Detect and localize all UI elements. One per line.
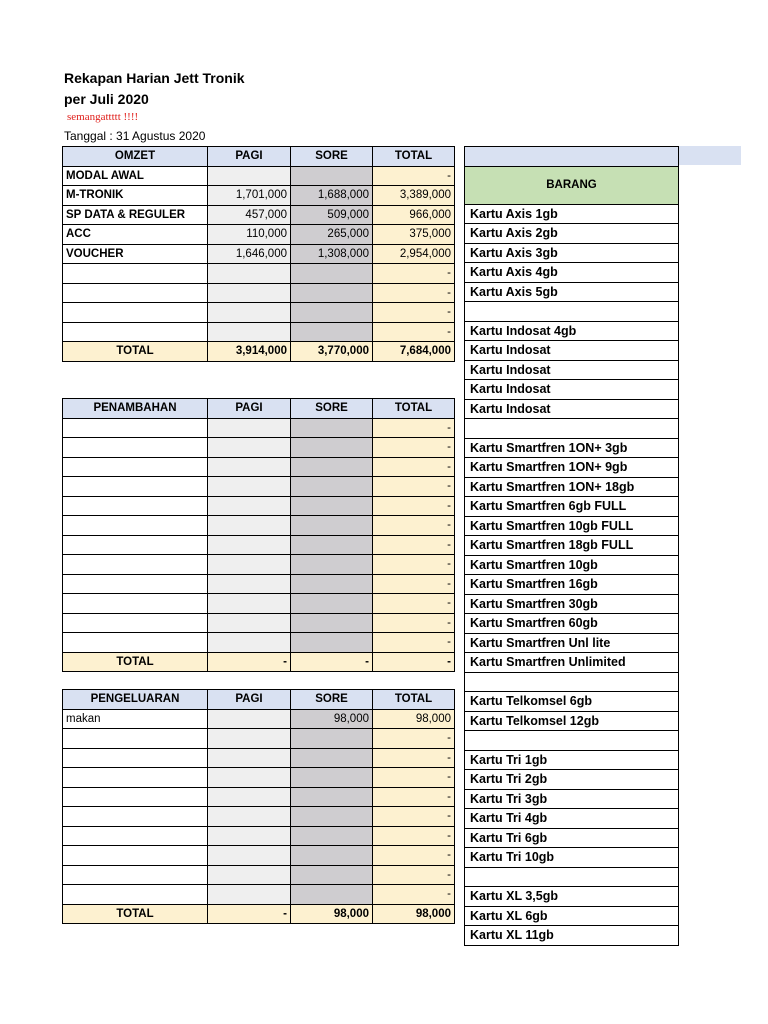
pengeluaran-label-cell[interactable] bbox=[63, 787, 208, 807]
list-item bbox=[465, 321, 679, 341]
pengeluaran-label-cell[interactable] bbox=[63, 729, 208, 749]
pengeluaran-total-cell[interactable]: - bbox=[373, 748, 455, 768]
pengeluaran-sore-cell[interactable]: 98,000 bbox=[291, 709, 373, 729]
pengeluaran-total-cell[interactable]: - bbox=[373, 768, 455, 788]
list-item bbox=[465, 419, 679, 439]
list-item bbox=[465, 867, 679, 887]
list-item bbox=[465, 711, 679, 731]
omzet-total-cell[interactable]: - bbox=[373, 303, 455, 323]
table-row bbox=[63, 555, 455, 575]
list-item bbox=[465, 282, 679, 302]
table-row bbox=[63, 477, 455, 497]
list-item bbox=[465, 848, 679, 868]
penambahan-label-cell[interactable] bbox=[63, 594, 208, 614]
omzet-pagi-cell[interactable] bbox=[208, 166, 291, 186]
penambahan-total-cell[interactable]: - bbox=[373, 613, 455, 633]
pengeluaran-total-label[interactable]: TOTAL bbox=[63, 904, 208, 924]
penambahan-sore-cell[interactable] bbox=[291, 594, 373, 614]
table-row bbox=[63, 594, 455, 614]
omzet-pagi-cell[interactable] bbox=[208, 283, 291, 303]
pengeluaran-sore-cell[interactable] bbox=[291, 748, 373, 768]
pengeluaran-sore-cell[interactable] bbox=[291, 865, 373, 885]
table-row bbox=[63, 186, 455, 206]
omzet-total-pagi[interactable]: 3,914,000 bbox=[208, 342, 291, 362]
barang-item-cell[interactable]: Kartu Indosat bbox=[465, 399, 679, 419]
omzet-total-cell[interactable]: - bbox=[373, 322, 455, 342]
penambahan-sore-cell[interactable] bbox=[291, 574, 373, 594]
penambahan-label-cell[interactable] bbox=[63, 457, 208, 477]
penambahan-sore-cell[interactable] bbox=[291, 555, 373, 575]
list-item bbox=[465, 672, 679, 692]
list-item bbox=[465, 497, 679, 517]
omzet-label-cell[interactable]: ACC bbox=[63, 225, 208, 245]
barang-item-cell[interactable]: Kartu XL 6gb bbox=[465, 906, 679, 926]
table-row bbox=[63, 225, 455, 245]
penambahan-sore-cell[interactable] bbox=[291, 496, 373, 516]
barang-item-cell[interactable]: Kartu Smartfren Unl lite bbox=[465, 633, 679, 653]
pengeluaran-total-pagi[interactable]: - bbox=[208, 904, 291, 924]
barang-item-cell[interactable]: Kartu Smartfren 10gb bbox=[465, 555, 679, 575]
penambahan-pagi-cell[interactable] bbox=[208, 633, 291, 653]
pengeluaran-table bbox=[62, 689, 455, 924]
penambahan-total-cell[interactable]: - bbox=[373, 418, 455, 438]
omzet-pagi-cell[interactable] bbox=[208, 264, 291, 284]
omzet-column-header: OMZET bbox=[63, 147, 208, 167]
table-row bbox=[63, 457, 455, 477]
pengeluaran-total-cell[interactable]: - bbox=[373, 865, 455, 885]
barang-top-cell[interactable] bbox=[465, 147, 679, 167]
penambahan-total-label[interactable]: TOTAL bbox=[63, 652, 208, 672]
penambahan-label-cell[interactable] bbox=[63, 516, 208, 536]
penambahan-column-header: PENAMBAHAN bbox=[63, 399, 208, 419]
penambahan-sore-cell[interactable] bbox=[291, 535, 373, 555]
pengeluaran-total-cell[interactable]: - bbox=[373, 787, 455, 807]
omzet-total-cell[interactable]: 2,954,000 bbox=[373, 244, 455, 264]
omzet-total-cell[interactable]: 375,000 bbox=[373, 225, 455, 245]
omzet-label-cell[interactable]: M-TRONIK bbox=[63, 186, 208, 206]
omzet-column-header: TOTAL bbox=[373, 147, 455, 167]
penambahan-sore-cell[interactable] bbox=[291, 613, 373, 633]
penambahan-label-cell[interactable] bbox=[63, 438, 208, 458]
pengeluaran-total-sore[interactable]: 98,000 bbox=[291, 904, 373, 924]
barang-header: BARANG bbox=[465, 166, 679, 204]
pengeluaran-label-cell[interactable] bbox=[63, 768, 208, 788]
penambahan-pagi-cell[interactable] bbox=[208, 555, 291, 575]
table-row bbox=[63, 166, 455, 186]
penambahan-pagi-cell[interactable] bbox=[208, 418, 291, 438]
table-row bbox=[63, 418, 455, 438]
pengeluaran-total-cell[interactable]: - bbox=[373, 885, 455, 905]
report-period: per Juli 2020 bbox=[64, 91, 149, 107]
penambahan-total-cell[interactable]: - bbox=[373, 633, 455, 653]
omzet-total-row bbox=[63, 342, 455, 362]
list-item bbox=[465, 926, 679, 946]
header-strip bbox=[678, 146, 741, 165]
penambahan-total-pagi[interactable]: - bbox=[208, 652, 291, 672]
penambahan-total-cell[interactable]: - bbox=[373, 516, 455, 536]
penambahan-label-cell[interactable] bbox=[63, 574, 208, 594]
table-row bbox=[63, 748, 455, 768]
penambahan-total-row bbox=[63, 652, 455, 672]
omzet-label-cell[interactable] bbox=[63, 264, 208, 284]
list-item bbox=[465, 477, 679, 497]
penambahan-total-cell[interactable]: - bbox=[373, 555, 455, 575]
penambahan-total-cell[interactable]: - bbox=[373, 535, 455, 555]
omzet-sore-cell[interactable]: 509,000 bbox=[291, 205, 373, 225]
report-date: Tanggal : 31 Agustus 2020 bbox=[64, 129, 206, 143]
table-row bbox=[63, 865, 455, 885]
pengeluaran-total-cell[interactable]: - bbox=[373, 826, 455, 846]
table-row bbox=[63, 438, 455, 458]
barang-item-cell[interactable]: Kartu Smartfren 16gb bbox=[465, 575, 679, 595]
table-row bbox=[63, 846, 455, 866]
table-row bbox=[63, 283, 455, 303]
penambahan-label-cell[interactable] bbox=[63, 633, 208, 653]
list-item bbox=[465, 614, 679, 634]
pengeluaran-label-cell[interactable] bbox=[63, 846, 208, 866]
penambahan-sore-cell[interactable] bbox=[291, 477, 373, 497]
omzet-total-label[interactable]: TOTAL bbox=[63, 342, 208, 362]
list-item bbox=[465, 887, 679, 907]
penambahan-total-cell[interactable]: - bbox=[373, 457, 455, 477]
omzet-label-cell[interactable] bbox=[63, 283, 208, 303]
list-item bbox=[465, 263, 679, 283]
barang-item-cell[interactable]: Kartu Tri 3gb bbox=[465, 789, 679, 809]
barang-item-cell[interactable]: Kartu Axis 3gb bbox=[465, 243, 679, 263]
table-row bbox=[63, 535, 455, 555]
pengeluaran-sore-cell[interactable] bbox=[291, 885, 373, 905]
penambahan-total-cell[interactable]: - bbox=[373, 574, 455, 594]
pengeluaran-pagi-cell[interactable] bbox=[208, 807, 291, 827]
penambahan-sore-cell[interactable] bbox=[291, 418, 373, 438]
penambahan-pagi-cell[interactable] bbox=[208, 516, 291, 536]
omzet-table bbox=[62, 146, 455, 362]
barang-item-cell[interactable]: Kartu Telkomsel 12gb bbox=[465, 711, 679, 731]
table-row bbox=[63, 826, 455, 846]
pengeluaran-column-header: TOTAL bbox=[373, 690, 455, 710]
report-title: Rekapan Harian Jett Tronik bbox=[64, 70, 245, 86]
list-item bbox=[465, 380, 679, 400]
omzet-sore-cell[interactable] bbox=[291, 166, 373, 186]
omzet-total-cell[interactable]: - bbox=[373, 283, 455, 303]
barang-item-cell[interactable] bbox=[465, 302, 679, 322]
list-item bbox=[465, 575, 679, 595]
omzet-sore-cell[interactable]: 265,000 bbox=[291, 225, 373, 245]
penambahan-pagi-cell[interactable] bbox=[208, 438, 291, 458]
list-item bbox=[465, 516, 679, 536]
list-item bbox=[465, 653, 679, 673]
barang-item-cell[interactable]: Kartu Axis 2gb bbox=[465, 224, 679, 244]
table-row bbox=[63, 787, 455, 807]
barang-item-cell[interactable]: Kartu Smartfren Unlimited bbox=[465, 653, 679, 673]
penambahan-total-cell[interactable]: - bbox=[373, 438, 455, 458]
penambahan-sore-cell[interactable] bbox=[291, 438, 373, 458]
omzet-label-cell[interactable] bbox=[63, 322, 208, 342]
table-row bbox=[63, 768, 455, 788]
list-item bbox=[465, 594, 679, 614]
penambahan-pagi-cell[interactable] bbox=[208, 457, 291, 477]
barang-item-cell[interactable]: Kartu Axis 5gb bbox=[465, 282, 679, 302]
omzet-header-row bbox=[63, 147, 455, 167]
pengeluaran-sore-cell[interactable] bbox=[291, 807, 373, 827]
list-item bbox=[465, 789, 679, 809]
pengeluaran-pagi-cell[interactable] bbox=[208, 729, 291, 749]
penambahan-header-row bbox=[63, 399, 455, 419]
barang-item-cell[interactable]: Kartu Tri 6gb bbox=[465, 828, 679, 848]
pengeluaran-pagi-cell[interactable] bbox=[208, 885, 291, 905]
omzet-total-cell[interactable]: - bbox=[373, 166, 455, 186]
omzet-sore-cell[interactable]: 1,308,000 bbox=[291, 244, 373, 264]
motto-text: semangattttt !!!! bbox=[67, 111, 139, 123]
barang-item-cell[interactable]: Kartu Tri 1gb bbox=[465, 750, 679, 770]
omzet-pagi-cell[interactable]: 1,646,000 bbox=[208, 244, 291, 264]
penambahan-sore-cell[interactable] bbox=[291, 457, 373, 477]
penambahan-column-header: SORE bbox=[291, 399, 373, 419]
table-row bbox=[63, 303, 455, 323]
barang-item-cell[interactable]: Kartu Smartfren 10gb FULL bbox=[465, 516, 679, 536]
barang-item-cell[interactable]: Kartu Smartfren 30gb bbox=[465, 594, 679, 614]
pengeluaran-sore-cell[interactable] bbox=[291, 768, 373, 788]
pengeluaran-pagi-cell[interactable] bbox=[208, 826, 291, 846]
barang-item-cell[interactable]: Kartu Smartfren 6gb FULL bbox=[465, 497, 679, 517]
barang-item-cell[interactable]: Kartu Smartfren 18gb FULL bbox=[465, 536, 679, 556]
table-row bbox=[63, 574, 455, 594]
penambahan-sore-cell[interactable] bbox=[291, 633, 373, 653]
barang-item-cell[interactable] bbox=[465, 672, 679, 692]
omzet-label-cell[interactable] bbox=[63, 303, 208, 323]
list-item bbox=[465, 536, 679, 556]
penambahan-label-cell[interactable] bbox=[63, 535, 208, 555]
penambahan-sore-cell[interactable] bbox=[291, 516, 373, 536]
barang-item-cell[interactable]: Kartu Smartfren 1ON+ 9gb bbox=[465, 458, 679, 478]
barang-item-cell[interactable]: Kartu Smartfren 1ON+ 3gb bbox=[465, 438, 679, 458]
pengeluaran-column-header: PAGI bbox=[208, 690, 291, 710]
omzet-total-total[interactable]: 7,684,000 bbox=[373, 342, 455, 362]
penambahan-pagi-cell[interactable] bbox=[208, 594, 291, 614]
pengeluaran-pagi-cell[interactable] bbox=[208, 787, 291, 807]
list-item bbox=[465, 438, 679, 458]
barang-item-cell[interactable]: Kartu Indosat bbox=[465, 341, 679, 361]
pengeluaran-total-total[interactable]: 98,000 bbox=[373, 904, 455, 924]
barang-item-cell[interactable]: Kartu Telkomsel 6gb bbox=[465, 692, 679, 712]
pengeluaran-total-cell[interactable]: - bbox=[373, 729, 455, 749]
pengeluaran-label-cell[interactable]: makan bbox=[63, 709, 208, 729]
table-row bbox=[63, 885, 455, 905]
barang-item-cell[interactable]: Kartu Indosat bbox=[465, 360, 679, 380]
pengeluaran-pagi-cell[interactable] bbox=[208, 865, 291, 885]
pengeluaran-column-header: SORE bbox=[291, 690, 373, 710]
table-row bbox=[63, 709, 455, 729]
penambahan-total-cell[interactable]: - bbox=[373, 496, 455, 516]
penambahan-total-cell[interactable]: - bbox=[373, 477, 455, 497]
barang-item-cell[interactable]: Kartu Tri 10gb bbox=[465, 848, 679, 868]
table-row bbox=[63, 633, 455, 653]
barang-item-cell[interactable] bbox=[465, 867, 679, 887]
barang-item-cell[interactable]: Kartu XL 3,5gb bbox=[465, 887, 679, 907]
penambahan-pagi-cell[interactable] bbox=[208, 477, 291, 497]
table-row bbox=[63, 613, 455, 633]
pengeluaran-label-cell[interactable] bbox=[63, 865, 208, 885]
pengeluaran-label-cell[interactable] bbox=[63, 807, 208, 827]
pengeluaran-sore-cell[interactable] bbox=[291, 729, 373, 749]
omzet-total-cell[interactable]: - bbox=[373, 264, 455, 284]
list-item bbox=[465, 750, 679, 770]
list-item bbox=[465, 224, 679, 244]
table-row bbox=[63, 244, 455, 264]
omzet-sore-cell[interactable]: 1,688,000 bbox=[291, 186, 373, 206]
omzet-column-header: PAGI bbox=[208, 147, 291, 167]
list-item bbox=[465, 243, 679, 263]
penambahan-pagi-cell[interactable] bbox=[208, 613, 291, 633]
list-item bbox=[465, 692, 679, 712]
penambahan-label-cell[interactable] bbox=[63, 555, 208, 575]
omzet-total-cell[interactable]: 3,389,000 bbox=[373, 186, 455, 206]
barang-item-cell[interactable]: Kartu XL 11gb bbox=[465, 926, 679, 946]
omzet-total-sore[interactable]: 3,770,000 bbox=[291, 342, 373, 362]
penambahan-label-cell[interactable] bbox=[63, 477, 208, 497]
pengeluaran-pagi-cell[interactable] bbox=[208, 748, 291, 768]
pengeluaran-pagi-cell[interactable] bbox=[208, 768, 291, 788]
list-item bbox=[465, 204, 679, 224]
list-item bbox=[465, 341, 679, 361]
table-row bbox=[63, 807, 455, 827]
pengeluaran-label-cell[interactable] bbox=[63, 748, 208, 768]
barang-table bbox=[464, 146, 679, 946]
table-row bbox=[63, 205, 455, 225]
barang-item-cell[interactable]: Kartu Smartfren 1ON+ 18gb bbox=[465, 477, 679, 497]
omzet-pagi-cell[interactable]: 110,000 bbox=[208, 225, 291, 245]
omzet-total-cell[interactable]: 966,000 bbox=[373, 205, 455, 225]
table-row bbox=[63, 729, 455, 749]
barang-item-cell[interactable]: Kartu Axis 1gb bbox=[465, 204, 679, 224]
barang-item-cell[interactable] bbox=[465, 419, 679, 439]
omzet-pagi-cell[interactable]: 457,000 bbox=[208, 205, 291, 225]
list-item bbox=[465, 770, 679, 790]
table-row bbox=[63, 322, 455, 342]
pengeluaran-total-cell[interactable]: - bbox=[373, 846, 455, 866]
barang-item-cell[interactable]: Kartu Indosat 4gb bbox=[465, 321, 679, 341]
list-item bbox=[465, 555, 679, 575]
barang-item-cell[interactable]: Kartu Axis 4gb bbox=[465, 263, 679, 283]
omzet-sore-cell[interactable] bbox=[291, 303, 373, 323]
list-item bbox=[465, 360, 679, 380]
pengeluaran-total-row bbox=[63, 904, 455, 924]
barang-item-cell[interactable]: Kartu Tri 2gb bbox=[465, 770, 679, 790]
penambahan-total-cell[interactable]: - bbox=[373, 594, 455, 614]
omzet-label-cell[interactable]: SP DATA & REGULER bbox=[63, 205, 208, 225]
list-item bbox=[465, 458, 679, 478]
pengeluaran-total-cell[interactable]: 98,000 bbox=[373, 709, 455, 729]
pengeluaran-label-cell[interactable] bbox=[63, 826, 208, 846]
barang-item-cell[interactable]: Kartu Tri 4gb bbox=[465, 809, 679, 829]
omzet-sore-cell[interactable] bbox=[291, 283, 373, 303]
penambahan-label-cell[interactable] bbox=[63, 613, 208, 633]
omzet-column-header: SORE bbox=[291, 147, 373, 167]
list-item bbox=[465, 399, 679, 419]
barang-item-cell[interactable]: Kartu Smartfren 60gb bbox=[465, 614, 679, 634]
penambahan-total-total[interactable]: - bbox=[373, 652, 455, 672]
pengeluaran-pagi-cell[interactable] bbox=[208, 846, 291, 866]
barang-item-cell[interactable]: Kartu Indosat bbox=[465, 380, 679, 400]
penambahan-total-sore[interactable]: - bbox=[291, 652, 373, 672]
penambahan-column-header: TOTAL bbox=[373, 399, 455, 419]
omzet-pagi-cell[interactable] bbox=[208, 322, 291, 342]
penambahan-table bbox=[62, 398, 455, 672]
list-item bbox=[465, 302, 679, 322]
pengeluaran-header-row bbox=[63, 690, 455, 710]
penambahan-label-cell[interactable] bbox=[63, 496, 208, 516]
penambahan-label-cell[interactable] bbox=[63, 418, 208, 438]
pengeluaran-total-cell[interactable]: - bbox=[373, 807, 455, 827]
pengeluaran-column-header: PENGELUARAN bbox=[63, 690, 208, 710]
pengeluaran-sore-cell[interactable] bbox=[291, 846, 373, 866]
penambahan-pagi-cell[interactable] bbox=[208, 574, 291, 594]
table-row bbox=[63, 516, 455, 536]
list-item bbox=[465, 828, 679, 848]
table-row bbox=[63, 496, 455, 516]
table-row bbox=[63, 264, 455, 284]
list-item bbox=[465, 809, 679, 829]
omzet-sore-cell[interactable] bbox=[291, 264, 373, 284]
pengeluaran-label-cell[interactable] bbox=[63, 885, 208, 905]
omzet-label-cell[interactable]: VOUCHER bbox=[63, 244, 208, 264]
omzet-sore-cell[interactable] bbox=[291, 322, 373, 342]
list-item bbox=[465, 731, 679, 751]
list-item bbox=[465, 633, 679, 653]
barang-item-cell[interactable] bbox=[465, 731, 679, 751]
penambahan-pagi-cell[interactable] bbox=[208, 496, 291, 516]
omzet-label-cell[interactable]: MODAL AWAL bbox=[63, 166, 208, 186]
list-item bbox=[465, 906, 679, 926]
pengeluaran-pagi-cell[interactable] bbox=[208, 709, 291, 729]
omzet-pagi-cell[interactable] bbox=[208, 303, 291, 323]
pengeluaran-sore-cell[interactable] bbox=[291, 787, 373, 807]
penambahan-pagi-cell[interactable] bbox=[208, 535, 291, 555]
pengeluaran-sore-cell[interactable] bbox=[291, 826, 373, 846]
penambahan-column-header: PAGI bbox=[208, 399, 291, 419]
omzet-pagi-cell[interactable]: 1,701,000 bbox=[208, 186, 291, 206]
